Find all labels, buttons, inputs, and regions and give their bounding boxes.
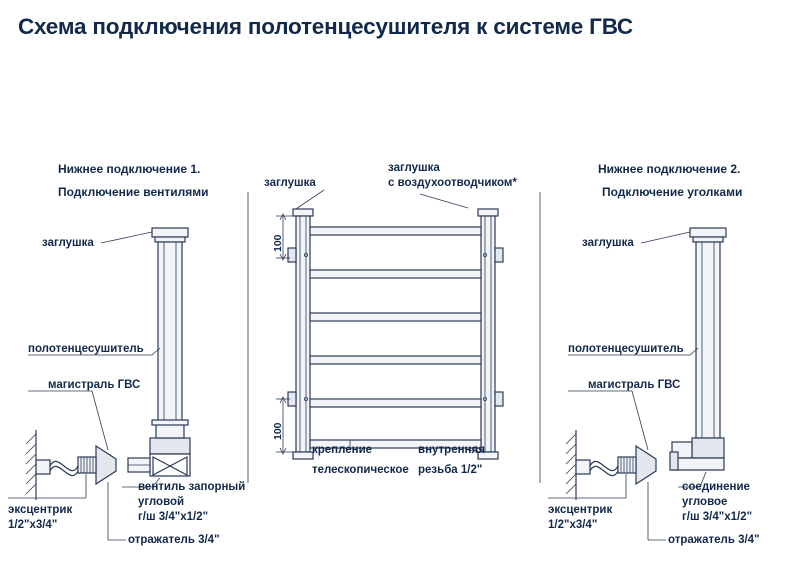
- right-label-angle-3: г/ш 3/4"х1/2": [682, 511, 753, 523]
- left-label-valve-2: угловой: [138, 496, 185, 508]
- center-label-mount-2: телескопическое: [312, 464, 409, 476]
- left-panel-heading-2: Подключение вентилями: [58, 185, 209, 199]
- page-title: Схема подключения полотенцесушителя к системе ГВС: [18, 14, 633, 39]
- center-label-plug-air-1: заглушка: [388, 162, 440, 174]
- center-towel-rail: [276, 190, 503, 459]
- left-panel-heading-1: Нижнее подключение 1.: [58, 162, 201, 176]
- right-panel-heading-1: Нижнее подключение 2.: [598, 162, 741, 176]
- right-label-angle-2: угловое: [682, 496, 728, 508]
- left-label-plug: заглушка: [42, 237, 94, 249]
- right-panel-heading-2: Подключение уголками: [602, 185, 743, 199]
- center-label-thread-2: резьба 1/2": [418, 464, 483, 476]
- left-label-towel-rail: полотенцесушитель: [28, 343, 144, 355]
- left-label-valve-3: г/ш 3/4"х1/2": [138, 511, 209, 523]
- center-label-plug-air-2: с воздухоотводчиком*: [388, 177, 517, 189]
- left-label-eccentric-1: эксцентрик: [8, 504, 73, 516]
- center-label-plug: заглушка: [264, 177, 316, 189]
- right-label-angle-1: соединение: [682, 481, 750, 493]
- right-label-towel-rail: полотенцесушитель: [568, 343, 684, 355]
- right-label-reflector: отражатель 3/4": [668, 534, 760, 546]
- right-label-eccentric-2: 1/2"х3/4": [548, 519, 598, 531]
- center-label-mount-1: крепление: [312, 444, 373, 456]
- left-label-eccentric-2: 1/2"х3/4": [8, 519, 58, 531]
- center-label-thread-1: внутренняя: [418, 444, 485, 456]
- right-label-main-line: магистраль ГВС: [588, 379, 681, 391]
- left-label-main-line: магистраль ГВС: [48, 379, 141, 391]
- center-dimension-bottom: 100: [272, 422, 284, 440]
- right-label-eccentric-1: эксцентрик: [548, 504, 613, 516]
- left-label-reflector: отражатель 3/4": [128, 534, 220, 546]
- right-label-plug: заглушка: [582, 237, 634, 249]
- center-dimension-top: 100: [272, 234, 284, 252]
- left-label-valve-1: вентиль запорный: [138, 481, 246, 493]
